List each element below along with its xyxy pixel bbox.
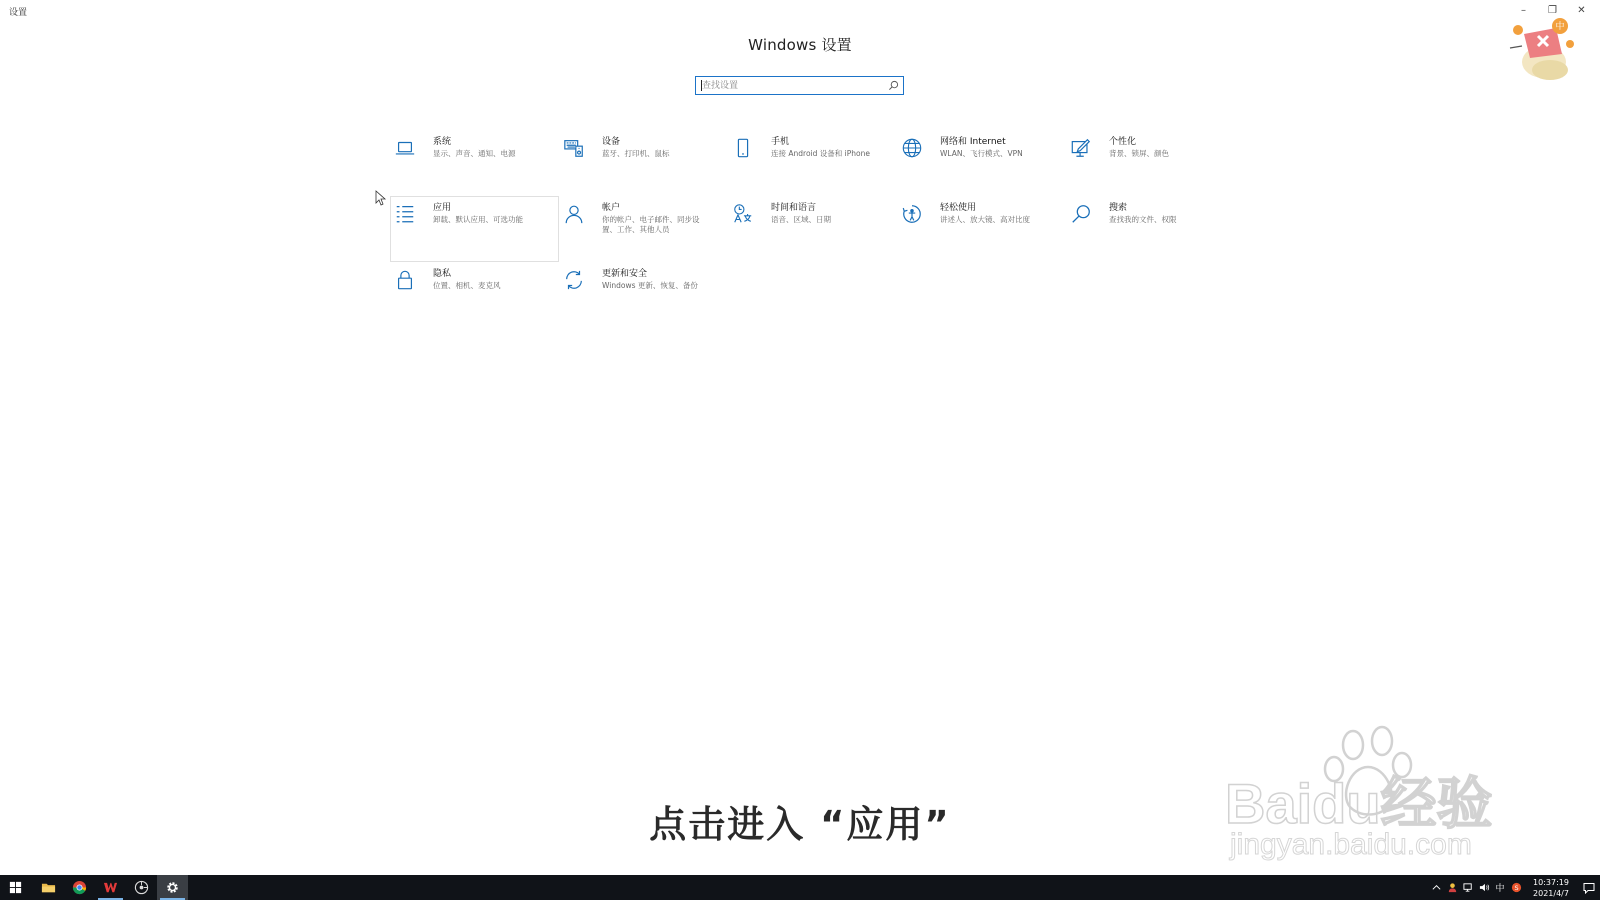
category-name: 时间和语言	[771, 203, 817, 213]
search-icon[interactable]	[888, 80, 899, 91]
svg-text:S: S	[1513, 883, 1519, 892]
notification-icon	[1583, 882, 1595, 894]
account-icon	[563, 203, 589, 229]
apps-list-icon	[394, 203, 420, 229]
start-icon	[8, 880, 23, 895]
category-desc: 语音、区域、日期	[771, 215, 831, 224]
category-desc: 位置、相机、麦克风	[433, 281, 501, 290]
taskbar-clock[interactable]	[1528, 877, 1574, 899]
user-app-icon	[1447, 882, 1458, 893]
ease-of-access-icon	[901, 203, 927, 229]
category-desc: 你的帐户、电子邮件、同步设置、工作、其他人员	[602, 215, 700, 234]
category-desc: 查找我的文件、权限	[1109, 215, 1177, 224]
category-name: 应用	[433, 203, 452, 213]
taskbar-settings[interactable]	[157, 875, 188, 900]
category-desc: 连接 Android 设备和 iPhone	[771, 149, 870, 158]
network-icon	[1463, 882, 1474, 893]
category-personalization[interactable]	[1066, 130, 1235, 196]
category-name: 设备	[602, 137, 621, 147]
page-title: Windows 设置	[748, 36, 852, 54]
category-system[interactable]	[390, 130, 559, 196]
minimize-button[interactable]: –	[1521, 4, 1526, 16]
start-button[interactable]	[0, 875, 31, 900]
tray-ime[interactable]: 中	[1495, 884, 1505, 894]
phone-icon	[732, 137, 758, 163]
personalize-icon	[1070, 137, 1096, 163]
category-phone[interactable]	[728, 130, 897, 196]
category-desc: WLAN、飞行模式、VPN	[940, 149, 1023, 158]
search-input[interactable]	[702, 78, 882, 93]
laptop-icon	[394, 137, 420, 163]
category-desc: Windows 更新、恢复、备份	[602, 281, 698, 290]
category-ease-of-access[interactable]	[897, 196, 1066, 262]
category-desc: 蓝牙、打印机、鼠标	[602, 149, 670, 158]
category-update-security[interactable]	[559, 262, 728, 328]
close-button[interactable]: ✕	[1577, 4, 1586, 16]
category-desc: 卸载、默认应用、可选功能	[433, 215, 523, 224]
category-name: 更新和安全	[602, 269, 648, 279]
video-subtitle: 点击进入 “应用”	[649, 803, 951, 846]
window-title: 设置	[9, 8, 28, 18]
category-network[interactable]	[897, 130, 1066, 196]
category-name: 网络和 Internet	[940, 137, 1006, 147]
update-icon	[563, 269, 589, 295]
lock-icon	[394, 269, 420, 295]
restore-button[interactable]: ❐	[1548, 4, 1557, 16]
taskbar-file-explorer[interactable]	[33, 875, 64, 900]
category-name: 个性化	[1109, 137, 1137, 147]
category-time-language[interactable]	[728, 196, 897, 262]
taskbar-wps[interactable]	[95, 875, 126, 900]
tray-overflow-button[interactable]	[1429, 875, 1443, 900]
system-tray	[1428, 875, 1600, 900]
settings-icon	[165, 880, 180, 895]
tray-sogou[interactable]	[1509, 875, 1523, 900]
category-search[interactable]	[1066, 196, 1235, 262]
clock-date: 2021/4/7	[1533, 888, 1569, 898]
settings-categories-grid	[390, 130, 1250, 328]
watermark-brand: Baidu经验	[1225, 772, 1493, 835]
volume-icon	[1479, 882, 1490, 893]
tray-user-app[interactable]	[1445, 875, 1459, 900]
category-name: 搜索	[1109, 203, 1128, 213]
mascot-sticker[interactable]	[1504, 14, 1584, 84]
category-desc: 背景、锁屏、颜色	[1109, 149, 1169, 158]
globe-icon	[901, 137, 927, 163]
category-name: 手机	[771, 137, 790, 147]
mascot-ime-badge: 中	[1555, 22, 1565, 32]
category-name: 帐户	[602, 203, 621, 213]
search-icon	[1070, 203, 1096, 229]
category-name: 隐私	[433, 269, 452, 279]
mouse-pointer-icon	[375, 190, 387, 206]
action-center-button[interactable]	[1578, 875, 1600, 900]
wps-icon	[103, 880, 118, 895]
watermark-url: jingyan.baidu.com	[1230, 828, 1472, 861]
category-desc: 显示、声音、通知、电源	[433, 149, 516, 158]
time-language-icon	[732, 203, 758, 229]
taskbar-media[interactable]	[126, 875, 157, 900]
taskbar-chrome[interactable]	[64, 875, 95, 900]
sogou-icon	[1511, 882, 1522, 893]
clock-time: 10:37:19	[1533, 877, 1569, 887]
media-icon	[134, 880, 149, 895]
chrome-icon	[72, 880, 87, 895]
category-privacy[interactable]	[390, 262, 559, 328]
category-accounts[interactable]	[559, 196, 728, 262]
category-devices[interactable]	[559, 130, 728, 196]
category-desc: 讲述人、放大镜、高对比度	[940, 215, 1030, 224]
chevron-up-icon	[1431, 882, 1442, 893]
taskbar	[0, 875, 1600, 900]
file-explorer-icon	[41, 880, 56, 895]
tray-network[interactable]	[1461, 875, 1475, 900]
tray-volume[interactable]	[1477, 875, 1491, 900]
devices-icon	[563, 137, 589, 163]
category-name: 轻松使用	[940, 203, 977, 213]
category-name: 系统	[433, 137, 452, 147]
category-apps[interactable]	[390, 196, 559, 262]
search-box[interactable]	[695, 76, 904, 95]
